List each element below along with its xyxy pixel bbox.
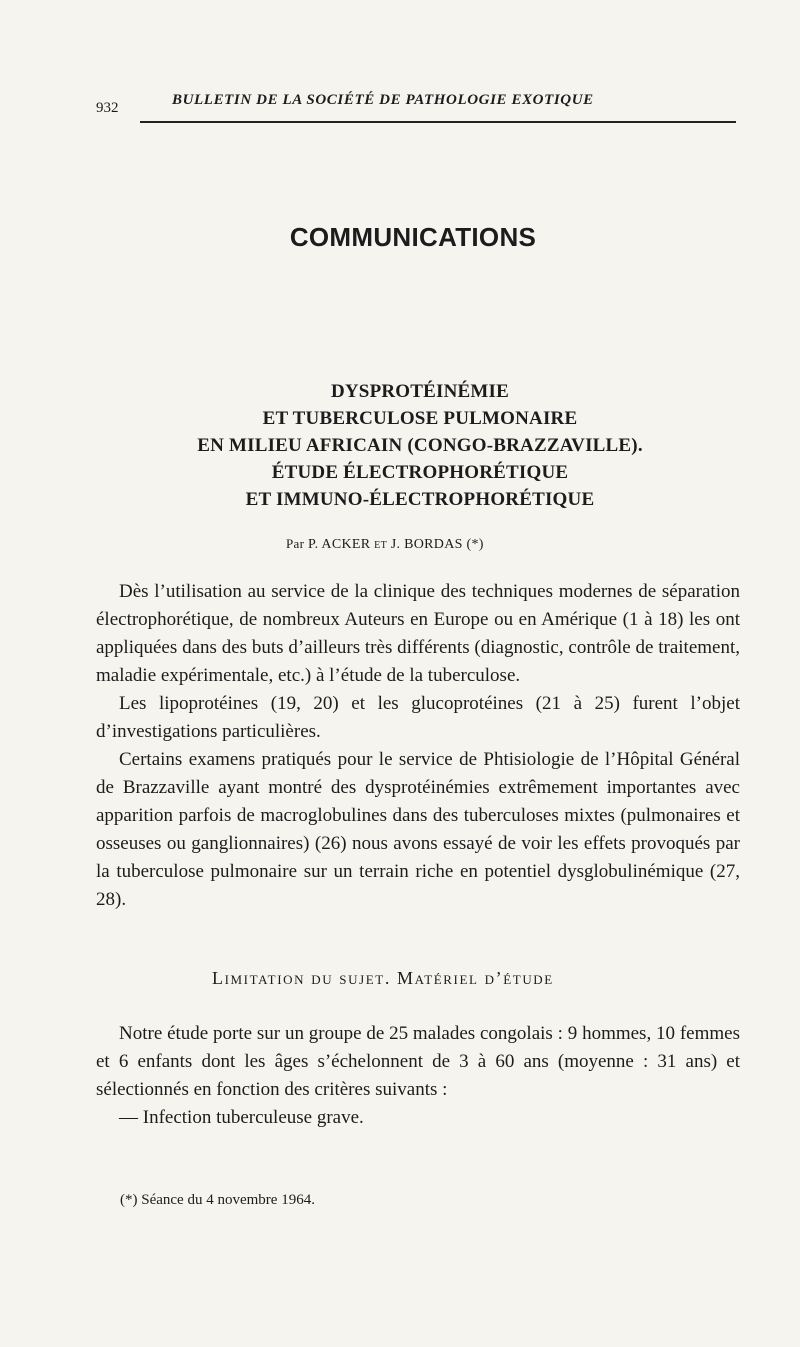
running-header: [96, 88, 736, 118]
list-item: — Infection tuberculeuse grave.: [119, 1107, 364, 1128]
title-line: EN MILIEU AFRICAIN (CONGO-BRAZZAVILLE).: [197, 435, 643, 456]
paragraph: Les lipoprotéines (19, 20) et les glucoprotéines (21 à 25) furent l’objet d’investigations particulières.: [96, 693, 740, 742]
paragraph: Notre étude porte sur un groupe de 25 malades congolais : 9 hommes, 10 femmes et 6 enfants dont les âges s’échelonnent de 3 à 60 ans (moyenne : 31 ans) et sélectionnés en fonction des critères suivants :: [96, 1023, 740, 1100]
title-line: DYSPROTÉINÉMIE: [330, 381, 510, 402]
page-number: 932: [96, 100, 119, 116]
paragraph: Certains examens pratiqués pour le service de Phtisiologie de l’Hôpital Général de Brazzaville ayant montré des dysprotéinémies extrêmement importantes avec apparition parfois de macroglobulines dans des tuberculoses mixtes (pulmonaires et osseuses ou ganglionnaires) (26) nous avons essayé de voir les effets provoqués par la tuberculose pulmonaire sur un terrain riche en potentiel dysglobulinémique (27, 28).: [96, 749, 740, 910]
section-heading: COMMUNICATIONS: [289, 222, 537, 252]
byline: [286, 536, 484, 553]
header-rule: [140, 121, 736, 123]
subsection-title: Limitation du sujet. Matériel d’étude: [212, 968, 554, 988]
body-text-section-2: [96, 1020, 740, 1132]
body-text: [96, 578, 740, 914]
title-line: ET IMMUNO-ÉLECTROPHORÉTIQUE: [245, 489, 595, 510]
journal-title: BULLETIN DE LA SOCIÉTÉ DE PATHOLOGIE EXOTIQUE: [172, 92, 594, 108]
footnote: (*) Séance du 4 novembre 1964.: [120, 1192, 315, 1208]
byline-prefix: Par: [286, 536, 305, 551]
author-names: P. ACKER et J. BORDAS: [308, 537, 463, 552]
title-line: ET TUBERCULOSE PULMONAIRE: [262, 408, 578, 429]
title-line: ÉTUDE ÉLECTROPHORÉTIQUE: [271, 462, 569, 483]
author-note-marker: (*): [466, 537, 484, 552]
article-title: [130, 378, 710, 513]
paragraph: Dès l’utilisation au service de la clinique des techniques modernes de séparation électrophorétique, de nombreux Auteurs en Europe ou en Amérique (1 à 18) les ont appliquées dans des buts d’ailleurs très différents (diagnostic, contrôle de traitement, maladie expérimentale, etc.) à l’étude de la tuberculose.: [96, 581, 740, 686]
